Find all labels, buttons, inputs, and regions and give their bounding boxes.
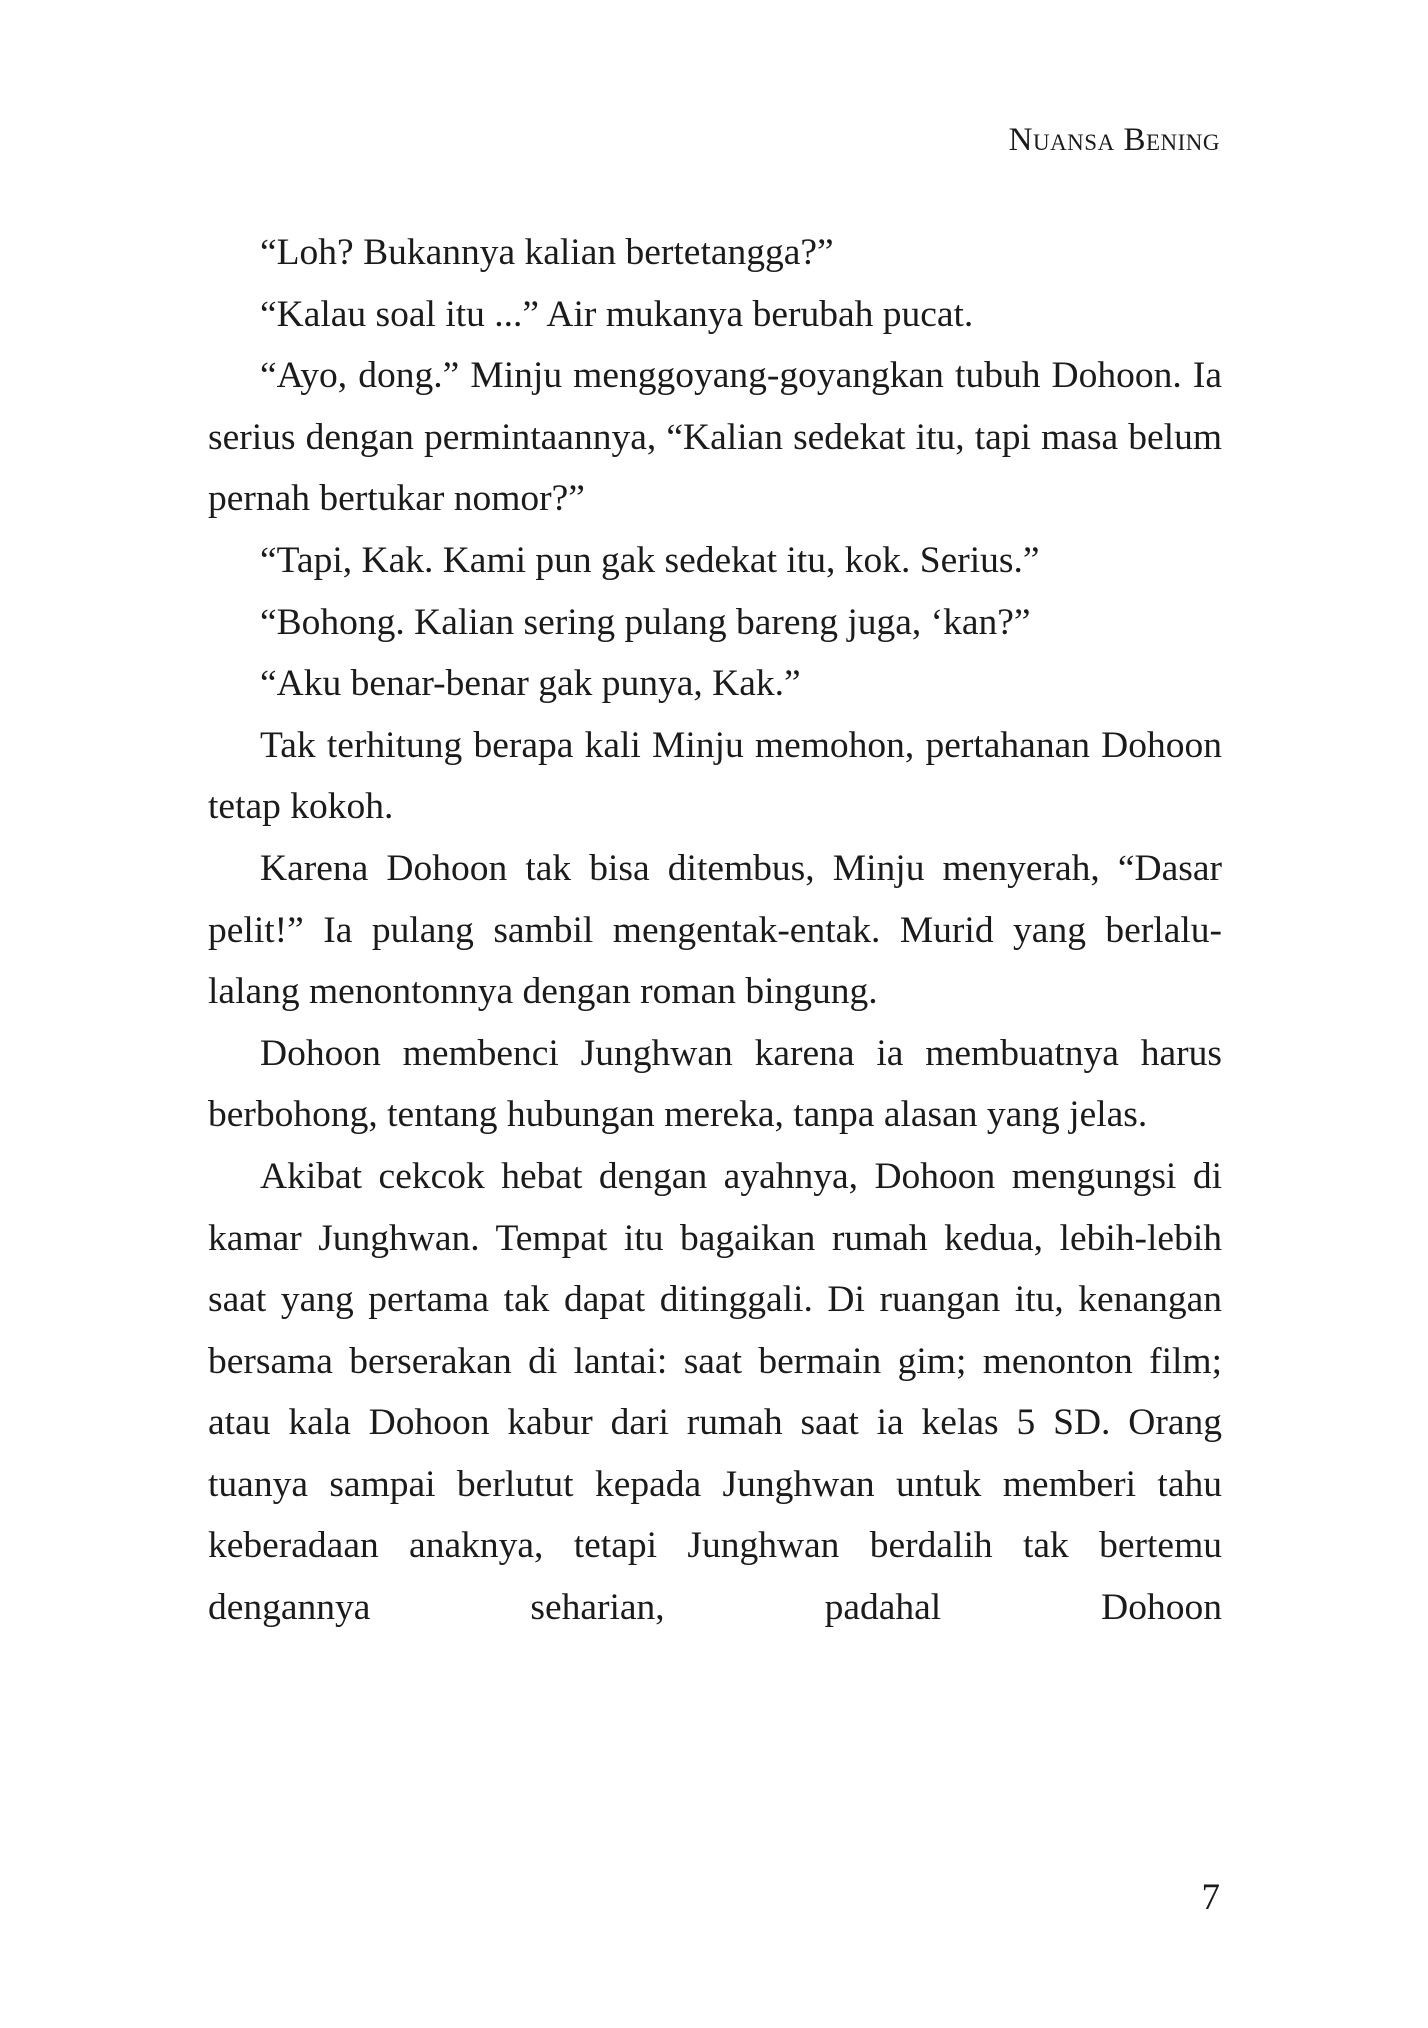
paragraph: Tak terhitung berapa kali Minju memohon, pertahanan Dohoon tetap kokoh. (208, 724, 1222, 828)
paragraph: “Kalau soal itu ...” Air mukanya berubah pucat. (260, 293, 974, 335)
paragraph: “Aku benar-benar gak punya, Kak.” (260, 663, 801, 705)
paragraph: Dohoon membenci Junghwan karena ia membuatnya harus berbohong, tentang hubungan mereka, tanpa alasan yang jelas. (208, 1032, 1222, 1136)
paragraph: “Bohong. Kalian sering pulang bareng juga, ‘kan?” (260, 601, 1031, 643)
paragraph: “Tapi, Kak. Kami pun gak sedekat itu, kok. Serius.” (260, 539, 1040, 581)
page-number: 7 (1201, 1877, 1220, 1918)
paragraph: Karena Dohoon tak bisa ditembus, Minju menyerah, “Dasar pelit!” Ia pulang sambil mengentak-entak. Murid yang berlalu-lalang menontonnya dengan roman bingung. (208, 847, 1222, 1013)
paragraph: “Ayo, dong.” Minju menggoyang-goyangkan tubuh Dohoon. Ia serius dengan permintaannya, “Kalian sedekat itu, tapi masa belum pernah bertukar nomor?” (208, 355, 1222, 520)
body-text (208, 222, 1222, 1639)
running-header: Nuansa Bening (1008, 122, 1220, 158)
paragraph: “Loh? Bukannya kalian bertetangga?” (260, 232, 834, 273)
paragraph: Akibat cekcok hebat dengan ayahnya, Dohoon mengungsi di kamar Junghwan. Tempat itu bagaikan rumah kedua, lebih-lebih saat yang pertama tak dapat ditinggali. Di ruangan itu, kenangan bersama berserakan di lantai: saat bermain gim; menonton film; atau kala Dohoon kabur dari rumah saat ia kelas 5 SD. Orang tuanya sampai berlutut kepada Junghwan untuk memberi tahu keberadaan anaknya, tetapi Junghwan berdalih tak bertemu dengannya seharian, padahal Dohoon (208, 1155, 1222, 1629)
